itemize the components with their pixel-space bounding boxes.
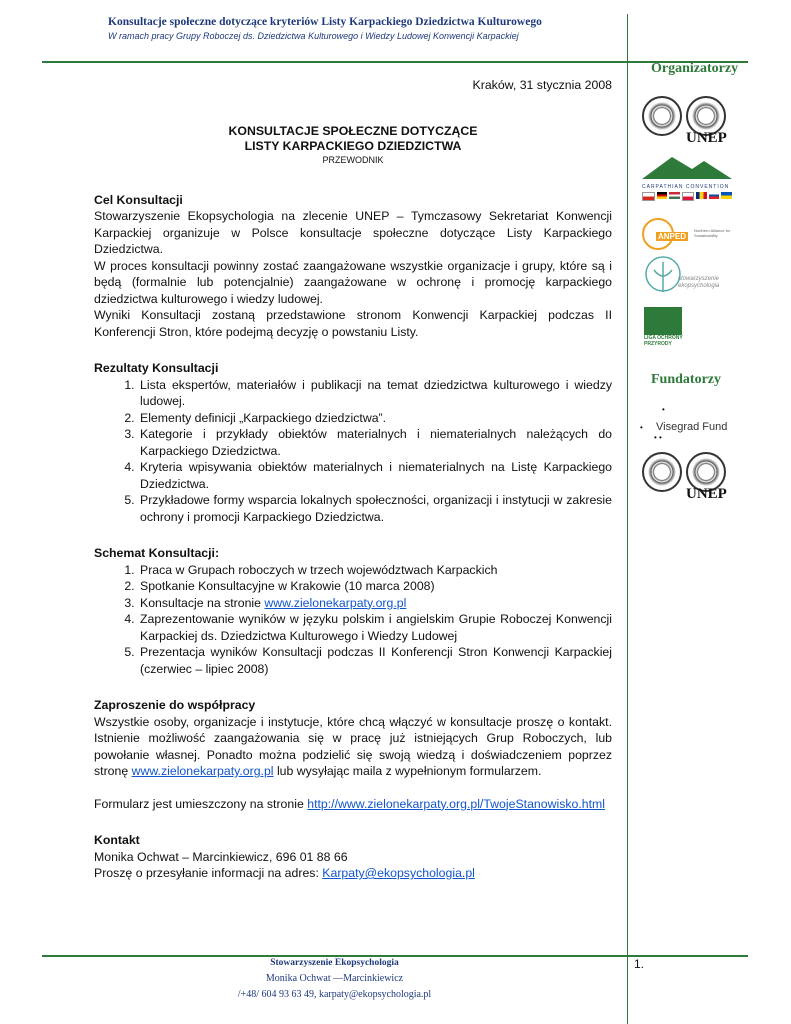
document-title-line1: KONSULTACJE SPOŁECZNE DOTYCZĄCE [228, 123, 478, 138]
anped-label: ANPED [658, 232, 687, 241]
footer-name: Monika Ochwat —Marcinkiewicz [265, 973, 404, 984]
header-divider [42, 61, 748, 63]
form-link[interactable]: http://www.zielonekarpaty.org.pl/TwojeStanowisko.html [307, 796, 606, 811]
zielonekarpaty-link-2[interactable]: www.zielonekarpaty.org.pl [131, 764, 274, 778]
zaproszenie-paragraph [94, 714, 612, 780]
ekopsychologia-logo [644, 252, 740, 302]
kontakt-line-1: Monika Ochwat – Marcinkiewicz, 696 01 88 66 [94, 849, 348, 864]
ekopsychologia-figure-icon [644, 252, 682, 300]
document-subtitle: PRZEWODNIK [322, 154, 384, 165]
rezultaty-list [94, 377, 612, 526]
list-item: 4. Zaprezentowanie wyników w języku polskim i angielskim Grupie Roboczej Konwencji Karpackiej ds. Dziedzictwa Kulturowego i Wiedzy Ludowej [138, 611, 612, 644]
kontakt-text: Proszę o przesyłanie informacji na adres: [94, 866, 323, 880]
visegrad-dot-icon: • [640, 423, 643, 432]
header-subtitle: W ramach pracy Grupy Roboczej ds. Dziedzictwa Kulturowego i Wiedzy Ludowej Konwencji Karpackiej [108, 31, 519, 41]
form-paragraph [94, 796, 612, 813]
cel-heading: Cel Konsultacji [94, 192, 183, 207]
kontakt-heading: Kontakt [94, 833, 140, 847]
document-body [94, 70, 612, 882]
list-item: 2. Elementy definicji „Karpackiego dziedzictwa”. [138, 410, 612, 427]
liga-label: LIGA OCHRONY PRZYRODY [644, 335, 683, 347]
schemat-list [94, 562, 612, 678]
unep-label: UNEP [686, 130, 727, 146]
list-item-text: Konsultacje na stronie [140, 595, 265, 610]
un-emblem-icon [642, 452, 682, 492]
zaproszenie-text: Wszystkie osoby, organizacje i instytucje, które chcą włączyć w konsultacje proszę o kontakt. Istnienie możliwość zaangażowania się w pracę już istniejących Grup Roboczych, lub powołanie własnej. Ponadto można podzielić się swoją wiedzą i doświadczeniem poprzez stronę [94, 714, 612, 778]
carpathian-label: CARPATHIAN CONVENTION [642, 184, 730, 190]
list-item: 1. Lista ekspertów, materiałów i publikacji na temat dziedzictwa kulturowego i wiedzy ludowej. [138, 377, 612, 410]
email-link[interactable]: Karpaty@ekopsychologia.pl [322, 866, 475, 880]
visegrad-dot-icon: • [662, 405, 665, 414]
flags-icon [642, 192, 732, 201]
list-item [138, 578, 612, 595]
unep-logo-funders [642, 452, 742, 502]
form-text: Formularz jest umieszczony na stronie [94, 796, 308, 811]
list-item [138, 595, 612, 612]
page-number: 1. [634, 957, 645, 971]
liga-logo [644, 307, 684, 357]
anped-logo [642, 218, 732, 246]
document-title-line2: LISTY KARPACKIEGO DZIEDZICTWA [244, 138, 462, 153]
cel-paragraph-2: W proces konsultacji powinny zostać zaangażowane wszystkie organizacje i grupy, które są i będą (formalnie lub potencjalnie) zaangażowane w ochronę i promocję karpackiego dziedzictwa kulturowego i wiedzy ludowej. [94, 258, 612, 306]
list-item: 1. Praca w Grupach roboczych w trzech województwach Karpackich [138, 562, 612, 579]
document-date: Kraków, 31 stycznia 2008 [472, 78, 612, 92]
zaproszenie-text-end: lub wysyłając maila z wypełnionym formularzem. [273, 764, 542, 778]
sidebar-divider [627, 14, 628, 1024]
carpathian-logo [642, 155, 732, 205]
list-item: 3. Kategorie i przykłady obiektów materialnych i niematerialnych należących do Karpackiego Dziedzictwa. [138, 426, 612, 459]
organizers-heading: Organizatorzy [651, 61, 739, 76]
funders-heading: Fundatorzy [651, 372, 721, 387]
list-item: 4. Kryteria wpisywania obiektów materialnych i niematerialnych na Listę Karpackiego Dziedzictwa. [138, 459, 612, 492]
un-emblem-icon [642, 96, 682, 136]
anped-sub-label: Northern Alliance for Sustainability [694, 228, 731, 238]
mountain-icon [642, 155, 732, 179]
unep-label: UNEP [686, 486, 727, 502]
visegrad-dot-icon: • • [654, 433, 662, 442]
kontakt-line-2 [94, 865, 612, 882]
ekopsychologia-label: stowarzyszenie ekopsychologia [678, 276, 720, 289]
rezultaty-heading: Rezultaty Konsultacji [94, 361, 219, 375]
visegrad-label: Visegrad Fund [656, 421, 728, 433]
header-title: Konsultacje społeczne dotyczące kryteriów Listy Karpackiego Dziedzictwa Kulturowego [108, 16, 542, 28]
list-item: 5. Prezentacja wyników Konsultacji podczas II Konferencji Stron Konwencji Karpackiej (czerwiec – lipiec 2008) [138, 644, 612, 677]
footer-contact: /+48/ 604 93 63 49, karpaty@ekopsychologia.pl [237, 989, 432, 1000]
list-item: 5. Przykładowe formy wsparcia lokalnych społeczności, organizacji i instytucji w zakresie ochrony i promocji Karpackiego Dziedzictwa. [138, 492, 612, 525]
liga-tree-icon [644, 307, 682, 335]
schemat-heading: Schemat Konsultacji: [94, 546, 220, 560]
unep-logo [642, 96, 742, 146]
cel-paragraph-3: Wyniki Konsultacji zostaną przedstawione stronom Konwencji Karpackiej podczas II Konferencji Stron, które podejmą decyzję o powstaniu Listy. [94, 308, 612, 339]
footer-org: Stowarzyszenie Ekopsychologia [270, 958, 399, 968]
list-item-text: Spotkanie Konsultacyjne w Krakowie (10 marca 2008) [140, 579, 435, 593]
document-title [94, 124, 612, 154]
visegrad-logo [640, 405, 740, 445]
zaproszenie-heading: Zaproszenie do współpracy [94, 698, 256, 712]
cel-paragraph-1: Stowarzyszenie Ekopsychologia na zlecenie UNEP – Tymczasowy Sekretariat Konwencji Karpackiej organizuje w Polsce konsultacje społeczne dotyczące Listy Karpackiego Dziedzictwa. [94, 209, 612, 256]
zielonekarpaty-link[interactable]: www.zielonekarpaty.org.pl [264, 595, 407, 610]
